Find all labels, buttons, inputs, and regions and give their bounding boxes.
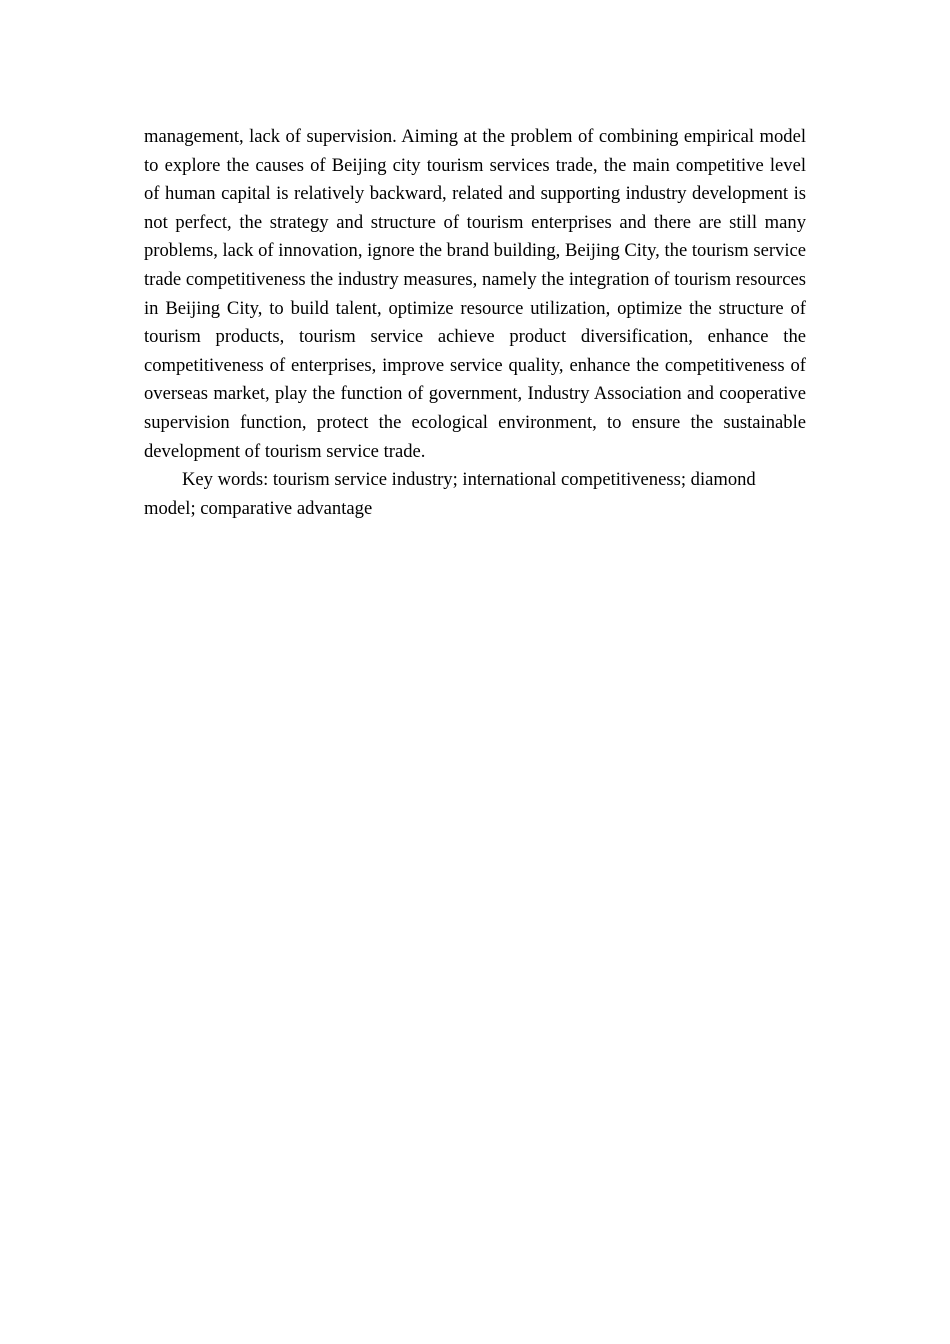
keywords-paragraph: Key words: tourism service industry; international competitiveness; diamond model; comparative advantage: [144, 469, 756, 519]
abstract-paragraph: management, lack of supervision. Aiming at the problem of combining empirical model to explore the causes of Beijing city tourism services trade, the main competitive level of human capital is relatively backward, related and supporting industry development is not perfect, the strategy and structure of tourism enterprises and there are still many problems, lack of innovation, ignore the brand building, Beijing City, the tourism service trade competitiveness the industry measures, namely the integration of tourism resources in Beijing City, to build talent, optimize resource utilization, optimize the structure of tourism products, tourism service achieve product diversification, enhance the competitiveness of enterprises, improve service quality, enhance the competitiveness of overseas market, play the function of government, Industry Association and cooperative supervision function, protect the ecological environment, to ensure the sustainable development of tourism service trade.: [144, 126, 806, 462]
page-content: [144, 123, 806, 523]
